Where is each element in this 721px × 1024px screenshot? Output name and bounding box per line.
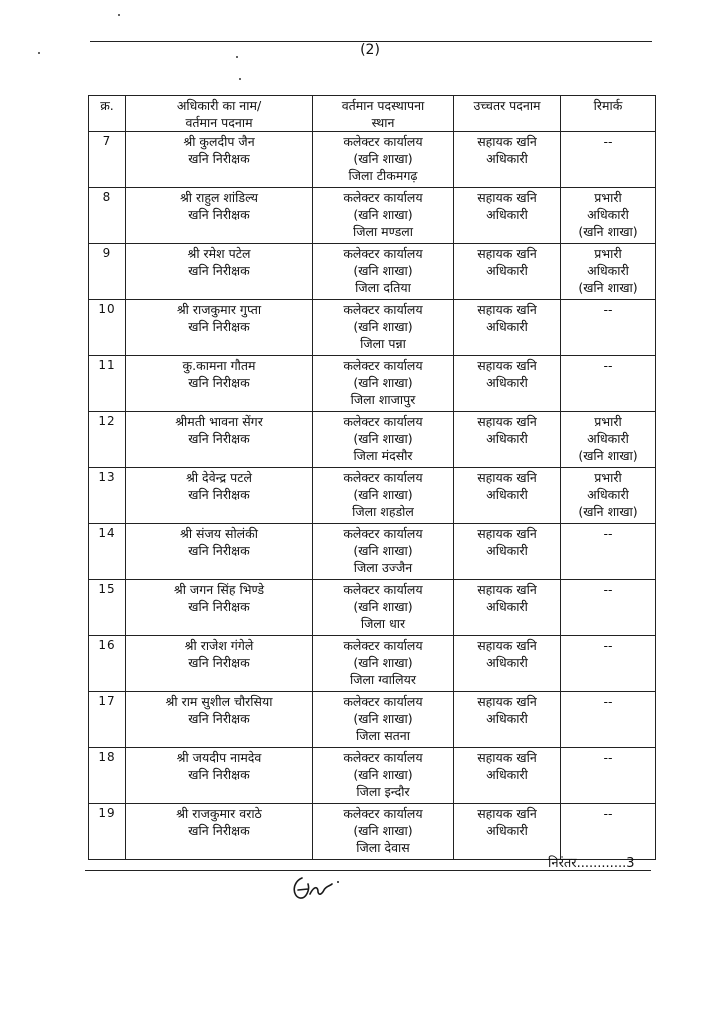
officer-cell: श्री राजेश गंगेले खनि निरीक्षक <box>126 636 313 692</box>
remark-cell: -- <box>561 748 656 804</box>
header-officer-name: अधिकारी का नाम/ वर्तमान पदनाम <box>126 96 313 132</box>
higher-post-cell: सहायक खनि अधिकारी <box>454 524 561 580</box>
serial-cell: 15 <box>89 580 126 636</box>
page-number: (2) <box>360 42 380 58</box>
table-row <box>89 412 656 468</box>
remark-cell: प्रभारी अधिकारी (खनि शाखा) <box>561 188 656 244</box>
remark-cell: प्रभारी अधिकारी (खनि शाखा) <box>561 412 656 468</box>
scan-speck <box>118 14 120 16</box>
higher-post-cell: सहायक खनि अधिकारी <box>454 300 561 356</box>
serial-cell: 11 <box>89 356 126 412</box>
higher-post-cell: सहायक खनि अधिकारी <box>454 356 561 412</box>
header-current-posting: वर्तमान पदस्थापना स्थान <box>313 96 454 132</box>
officer-cell: श्री संजय सोलंकी खनि निरीक्षक <box>126 524 313 580</box>
officer-cell: श्री राम सुशील चौरसिया खनि निरीक्षक <box>126 692 313 748</box>
posting-cell: कलेक्टर कार्यालय (खनि शाखा) जिला पन्ना <box>313 300 454 356</box>
officer-posting-table <box>88 95 656 860</box>
remark-cell: -- <box>561 804 656 860</box>
posting-cell: कलेक्टर कार्यालय (खनि शाखा) जिला दतिया <box>313 244 454 300</box>
higher-post-cell: सहायक खनि अधिकारी <box>454 468 561 524</box>
table-row <box>89 524 656 580</box>
posting-cell: कलेक्टर कार्यालय (खनि शाखा) जिला सतना <box>313 692 454 748</box>
posting-cell: कलेक्टर कार्यालय (खनि शाखा) जिला धार <box>313 580 454 636</box>
posting-cell: कलेक्टर कार्यालय (खनि शाखा) जिला देवास <box>313 804 454 860</box>
higher-post-cell: सहायक खनि अधिकारी <box>454 636 561 692</box>
remark-cell: -- <box>561 580 656 636</box>
remark-cell: -- <box>561 356 656 412</box>
officer-cell: श्री जयदीप नामदेव खनि निरीक्षक <box>126 748 313 804</box>
posting-cell: कलेक्टर कार्यालय (खनि शाखा) जिला मंदसौर <box>313 412 454 468</box>
posting-cell: कलेक्टर कार्यालय (खनि शाखा) जिला ग्वालियर <box>313 636 454 692</box>
table-header-row <box>89 96 656 132</box>
table-row <box>89 636 656 692</box>
remark-cell: -- <box>561 300 656 356</box>
serial-cell: 8 <box>89 188 126 244</box>
higher-post-cell: सहायक खनि अधिकारी <box>454 692 561 748</box>
header-remark: रिमार्क <box>561 96 656 132</box>
higher-post-cell: सहायक खनि अधिकारी <box>454 804 561 860</box>
serial-cell: 12 <box>89 412 126 468</box>
posting-cell: कलेक्टर कार्यालय (खनि शाखा) जिला उज्जैन <box>313 524 454 580</box>
scan-speck <box>236 56 238 58</box>
table-row <box>89 188 656 244</box>
serial-cell: 7 <box>89 132 126 188</box>
header-serial: क्र. <box>89 96 126 132</box>
posting-cell: कलेक्टर कार्यालय (खनि शाखा) जिला मण्डला <box>313 188 454 244</box>
serial-cell: 16 <box>89 636 126 692</box>
remark-cell: -- <box>561 692 656 748</box>
officer-cell: श्री कुलदीप जैन खनि निरीक्षक <box>126 132 313 188</box>
remark-cell: -- <box>561 132 656 188</box>
serial-cell: 10 <box>89 300 126 356</box>
higher-post-cell: सहायक खनि अधिकारी <box>454 132 561 188</box>
bottom-rule <box>85 870 651 871</box>
officer-cell: श्री रमेश पटेल खनि निरीक्षक <box>126 244 313 300</box>
officer-cell: कु.कामना गौतम खनि निरीक्षक <box>126 356 313 412</box>
table-row <box>89 580 656 636</box>
serial-cell: 13 <box>89 468 126 524</box>
scan-speck <box>239 78 241 80</box>
officer-cell: श्री राजकुमार गुप्ता खनि निरीक्षक <box>126 300 313 356</box>
officer-cell: श्री राहुल शांडिल्य खनि निरीक्षक <box>126 188 313 244</box>
officer-cell: श्री देवेन्द्र पटले खनि निरीक्षक <box>126 468 313 524</box>
officer-cell: श्री राजकुमार वराठे खनि निरीक्षक <box>126 804 313 860</box>
table-row <box>89 132 656 188</box>
table-row <box>89 244 656 300</box>
serial-cell: 14 <box>89 524 126 580</box>
officer-cell: श्रीमती भावना सेंगर खनि निरीक्षक <box>126 412 313 468</box>
remark-cell: प्रभारी अधिकारी (खनि शाखा) <box>561 468 656 524</box>
higher-post-cell: सहायक खनि अधिकारी <box>454 412 561 468</box>
serial-cell: 9 <box>89 244 126 300</box>
posting-cell: कलेक्टर कार्यालय (खनि शाखा) जिला इन्दौर <box>313 748 454 804</box>
table-row <box>89 748 656 804</box>
table-row <box>89 468 656 524</box>
table-row <box>89 356 656 412</box>
table-row <box>89 804 656 860</box>
posting-cell: कलेक्टर कार्यालय (खनि शाखा) जिला शहडोल <box>313 468 454 524</box>
posting-cell: कलेक्टर कार्यालय (खनि शाखा) जिला शाजापुर <box>313 356 454 412</box>
table-row <box>89 692 656 748</box>
officer-cell: श्री जगन सिंह भिण्डे खनि निरीक्षक <box>126 580 313 636</box>
scan-speck <box>38 52 40 54</box>
continued-note: निरंतर............3 <box>548 856 635 871</box>
higher-post-cell: सहायक खनि अधिकारी <box>454 580 561 636</box>
remark-cell: -- <box>561 636 656 692</box>
remark-cell: प्रभारी अधिकारी (खनि शाखा) <box>561 244 656 300</box>
posting-cell: कलेक्टर कार्यालय (खनि शाखा) जिला टीकमगढ़ <box>313 132 454 188</box>
header-higher-post: उच्चतर पदनाम <box>454 96 561 132</box>
remark-cell: -- <box>561 524 656 580</box>
serial-cell: 17 <box>89 692 126 748</box>
signature-mark <box>288 872 352 906</box>
higher-post-cell: सहायक खनि अधिकारी <box>454 244 561 300</box>
higher-post-cell: सहायक खनि अधिकारी <box>454 188 561 244</box>
serial-cell: 19 <box>89 804 126 860</box>
table-row <box>89 300 656 356</box>
higher-post-cell: सहायक खनि अधिकारी <box>454 748 561 804</box>
serial-cell: 18 <box>89 748 126 804</box>
